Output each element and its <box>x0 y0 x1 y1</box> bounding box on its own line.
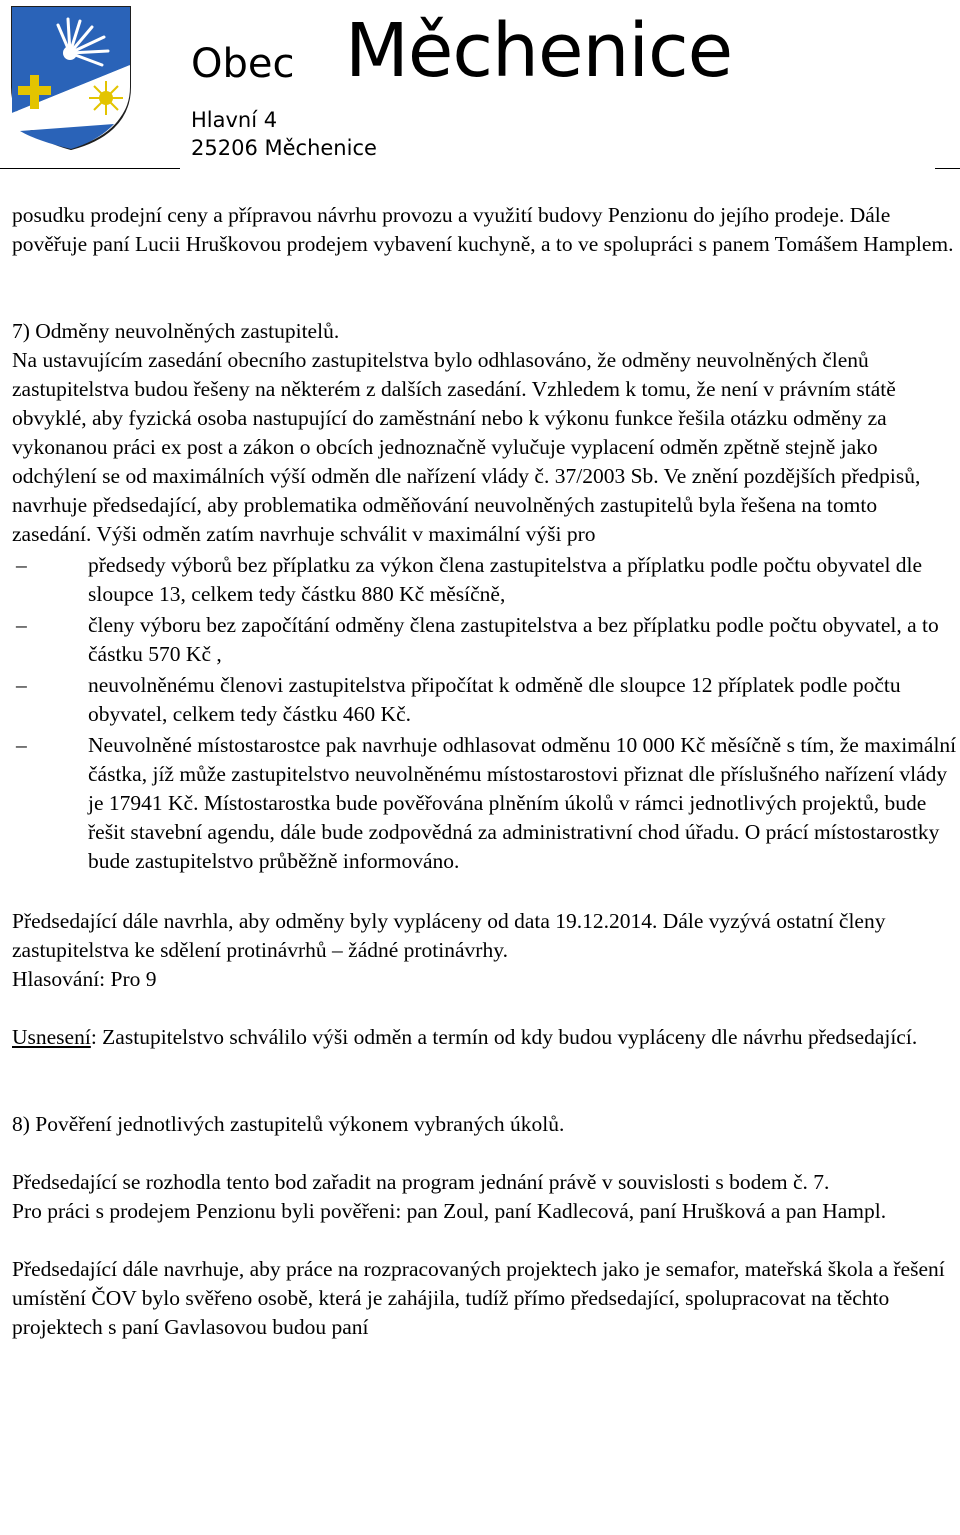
section-8-paragraph-1: Předsedající se rozhodla tento bod zařadit na program jednání právě v souvislosti s bodem č. 7. <box>12 1170 830 1194</box>
section-7-heading: 7) Odměny neuvolněných zastupitelů. <box>12 319 340 343</box>
section-8-heading: 8) Pověření jednotlivých zastupitelů výkonem vybraných úkolů. <box>12 1112 565 1136</box>
address-city: 25206 Měchenice <box>191 136 377 160</box>
municipality-name: Měchenice <box>345 8 733 94</box>
resolution-text: : Zastupitelstvo schválilo výši odměn a termín od kdy budou vypláceny dle návrhu předsedající. <box>90 1025 918 1049</box>
list-item <box>12 731 958 876</box>
dash-bullet: – <box>16 553 27 577</box>
dash-bullet: – <box>16 733 27 757</box>
list-item-text: předsedy výborů bez příplatku za výkon člena zastupitelstva a příplatku podle počtu obyvatel dle sloupce 13, celkem tedy částku 880 Kč měsíčně, <box>88 553 923 606</box>
coat-of-arms-icon <box>10 5 132 151</box>
municipality-label: Obec <box>191 41 295 87</box>
paragraph-continuation: posudku prodejní ceny a přípravou návrhu provozu a využití budovy Penzionu do jejího prodeje. Dále pověřuje paní Lucii Hruškovou prodejem vybavení kuchyně, a to ve spolupráci s panem Tomášem Hamplem. <box>12 203 954 256</box>
dash-bullet: – <box>16 673 27 697</box>
section-8-paragraph-3: Předsedající dále navrhuje, aby práce na rozpracovaných projektech jako je semafor, mateřská škola a řešení umístění ČOV bylo svěřeno osobě, která je zahájila, tudíž přímo předsedající, spolupracovat na těchto projektech s paní Gavlasovou budou paní <box>12 1257 945 1339</box>
section-8-paragraph-2: Pro práci s prodejem Penzionu byli pověřeni: pan Zoul, paní Kadlecová, paní Hrušková a pan Hampl. <box>12 1199 887 1223</box>
header-divider-right <box>935 168 960 169</box>
list-item <box>12 611 958 669</box>
section-7-paragraph: Na ustavujícím zasedání obecního zastupitelstva bylo odhlasováno, že odměny neuvolněných členů zastupitelstva budou řešeny na některém z dalších zasedání. Vzhledem k tomu, že není v právním státě obvyklé, aby fyzická osoba nastupující do zaměstnání nebo k výkonu funkce řešila otázku odměny za vykonanou práci ex post a zákon o obcích jednoznačně vylučuje vyplacení odměn zpětně stejně jako odchýlení se od maximálních výší odměn dle nařízení vlády č. 37/2003 Sb. Ve znění pozdějších předpisů, navrhuje předsedající, aby problematika odměňování neuvolněných zastupitelů byla řešena na tomto zasedání. Výši odměn zatím navrhuje schválit v maximální výši pro <box>12 348 921 546</box>
list-item-text: členy výboru bez započítání odměny člena zastupitelstva a bez příplatku podle počtu obyvatel, a to částku 570 Kč , <box>88 613 939 666</box>
resolution-label: Usnesení <box>12 1025 91 1049</box>
address-street: Hlavní 4 <box>191 108 278 132</box>
resolution <box>12 1023 958 1052</box>
dash-bullet: – <box>16 613 27 637</box>
header-divider-left <box>0 168 180 169</box>
list-item-text: Neuvolněné místostarostce pak navrhuje odhlasovat odměnu 10 000 Kč měsíčně s tím, že maximální částka, jíž může zastupitelstvo neuvolněnému místostarostovi přiznat dle příslušného nařízení vlády je 17941 Kč. Místostarostka bude pověřována plněním úkolů v rámci jednotlivých projektů, bude řešit stavební agendu, dále bude zodpovědná za administrativní chod úřadu. O prácí místostarostky bude zastupitelstvo průběžně informováno. <box>88 733 957 873</box>
vote-result: Hlasování: Pro 9 <box>12 967 157 991</box>
section-7-proposal: Předsedající dále navrhla, aby odměny byly vypláceny od data 19.12.2014. Dále vyzývá ostatní členy zastupitelstva ke sdělení protinávrhů – žádné protinávrhy. <box>12 909 886 962</box>
list-item <box>12 551 958 609</box>
list-item-text: neuvolněnému členovi zastupitelstva připočítat k odměně dle sloupce 12 příplatek podle počtu obyvatel, celkem tedy částku 460 Kč. <box>88 673 901 726</box>
letterhead <box>0 0 960 175</box>
remuneration-list <box>12 551 958 876</box>
list-item <box>12 671 958 729</box>
document-body <box>12 201 958 1342</box>
